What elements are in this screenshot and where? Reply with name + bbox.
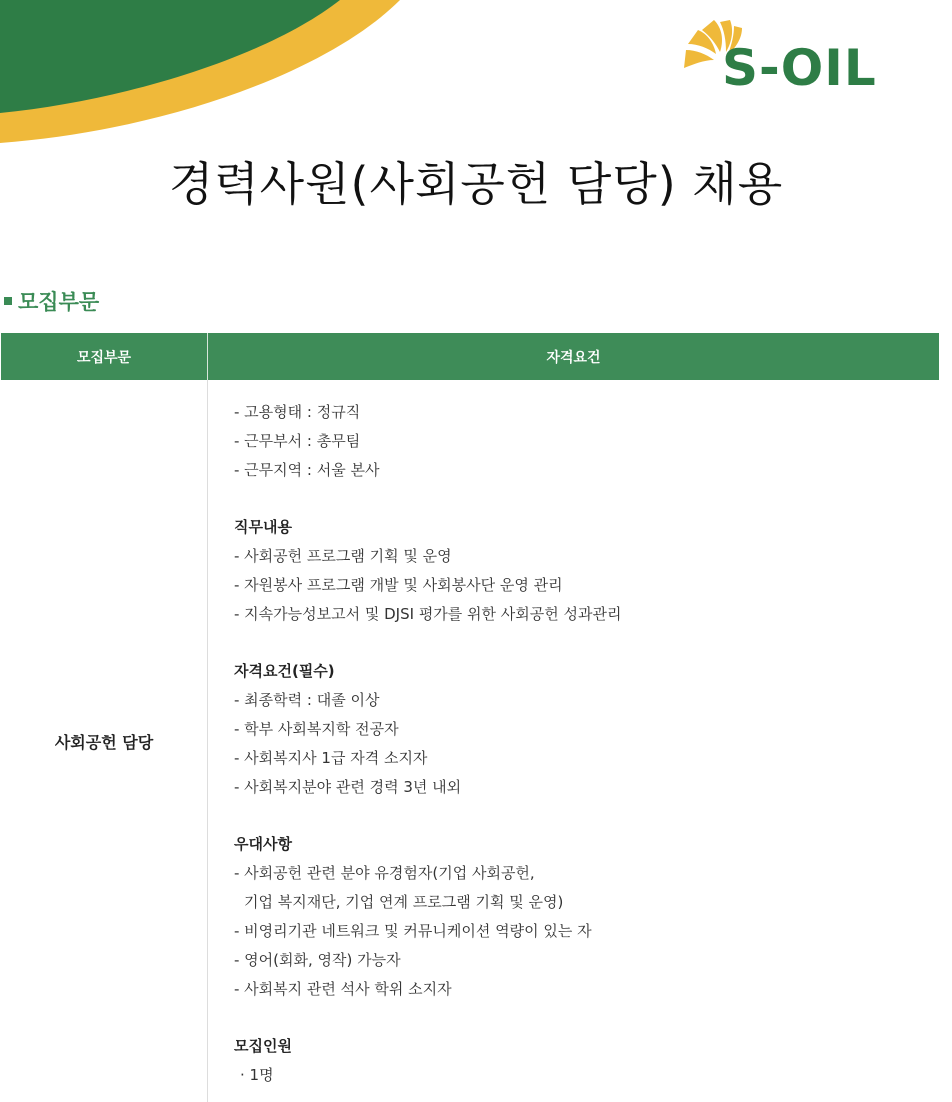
requirements-heading: 자격요건(필수) xyxy=(234,662,335,680)
department-cell: 사회공헌 담당 xyxy=(1,380,208,1102)
page-title: 경력사원(사회공헌 담당) 채용 xyxy=(168,157,784,211)
work-location: - 근무지역 : 서울 본사 xyxy=(234,461,380,479)
section-heading xyxy=(4,285,99,317)
column-header-requirements: 자격요건 xyxy=(208,333,940,380)
headcount-heading: 모집인원 xyxy=(234,1037,292,1055)
preferred-item-continued: 기업 복지재단, 기업 연계 프로그램 기획 및 운영) xyxy=(244,893,564,911)
duty-item: - 자원봉사 프로그램 개발 및 사회봉사단 운영 관리 xyxy=(234,576,563,594)
table-row xyxy=(1,380,939,1102)
department-info: - 근무부서 : 총무팀 xyxy=(234,432,361,450)
duty-item: - 지속가능성보고서 및 DJSI 평가를 위한 사회공헌 성과관리 xyxy=(234,605,622,623)
duty-item: - 사회공헌 프로그램 기획 및 운영 xyxy=(234,547,452,565)
requirement-item: - 학부 사회복지학 전공자 xyxy=(234,720,399,738)
requirement-item: - 최종학력 : 대졸 이상 xyxy=(234,691,380,709)
headcount-value: · 1명 xyxy=(240,1066,274,1084)
table-header-row xyxy=(1,333,939,380)
preferred-item: - 영어(회화, 영작) 가능자 xyxy=(234,951,401,969)
section-title: 모집부문 xyxy=(18,290,100,314)
square-bullet-icon xyxy=(4,297,12,305)
column-header-department: 모집부문 xyxy=(1,333,208,380)
preferred-item: - 사회공헌 관련 분야 유경험자(기업 사회공헌, xyxy=(234,864,535,882)
logo-text: S-OIL xyxy=(722,39,877,97)
header-swoosh xyxy=(0,0,420,150)
requirement-item: - 사회복지분야 관련 경력 3년 내외 xyxy=(234,778,462,796)
preferred-item: - 비영리기관 네트워크 및 커뮤니케이션 역량이 있는 자 xyxy=(234,922,592,940)
preferred-item: - 사회복지 관련 석사 학위 소지자 xyxy=(234,980,452,998)
requirement-item: - 사회복지사 1급 자격 소지자 xyxy=(234,749,428,767)
duties-heading: 직무내용 xyxy=(234,518,292,536)
recruitment-table xyxy=(1,333,939,1102)
preferred-heading: 우대사항 xyxy=(234,835,292,853)
employment-type: - 고용형태 : 정규직 xyxy=(234,403,361,421)
requirements-cell xyxy=(208,380,940,1102)
